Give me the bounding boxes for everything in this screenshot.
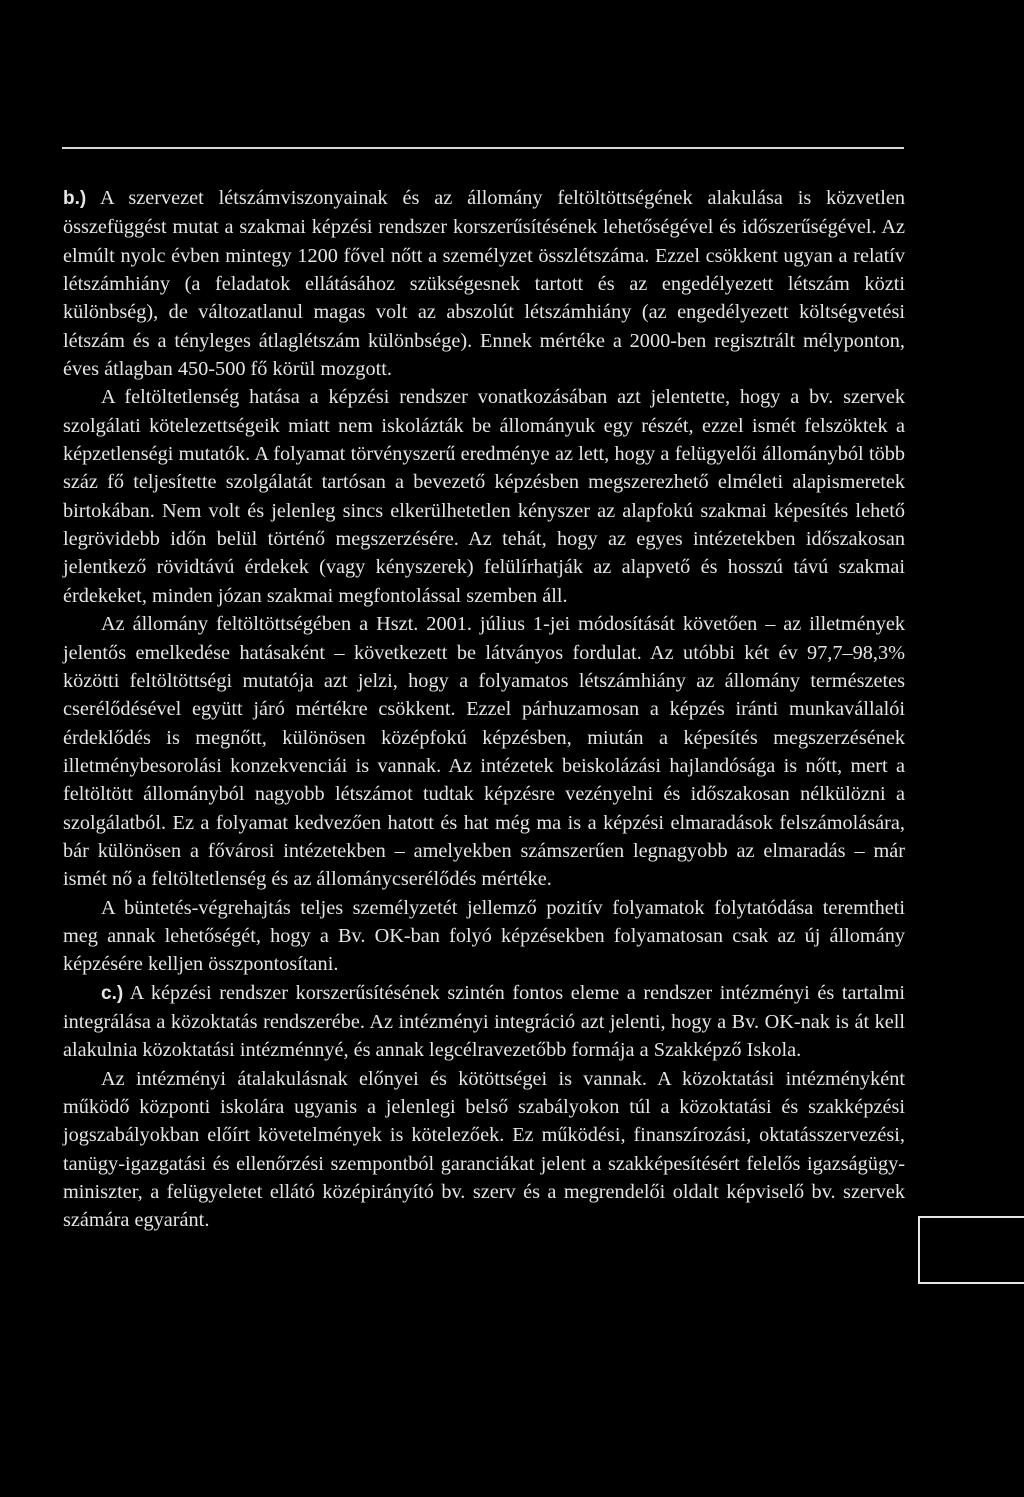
paragraph-text: A büntetés-végrehajtás teljes személyzetét jellemző pozitív folyamatok folytatódása teremtheti meg annak lehetőségét, hogy a Bv. OK-ban folyó képzésekben folyamatosan csak az új állomány képzésére kelljen összpontosítani. [63,896,905,976]
paragraph [63,894,905,979]
top-rule [62,147,904,149]
section-lead-b: b.) [63,188,87,209]
paragraph [63,1065,905,1235]
paragraph-c [63,979,905,1065]
paragraph-text: A képzési rendszer korszerűsítésének szintén fontos eleme a rendszer intézményi és tartalmi integrálása a közoktatás rendszerébe. Az intézményi integráció azt jelenti, hogy a Bv. OK-nak is át kell alakulnia közoktatási intézménnyé, és annak legcélravezetőbb formája a Szakképző Iskola. [63,981,905,1062]
paragraph-text: Az intézményi átalakulásnak előnyei és kötöttségei is vannak. A közoktatási intézményként működő központi iskolára ugyanis a jelenlegi belső szabályokon túl a közoktatási és szakképzési jogszabályokban előírt követelmények is kötelezőek. Ez működési, finanszírozási, oktatásszervezési, tanügy-igazgatási és ellenőrzési szempontból garanciákat jelent a szakképesítésért felelős igazságügy-miniszter, a felügyeletet ellátó középirányító bv. szerv és a megrendelői oldalt képviselő bv. szervek számára egyaránt. [63,1067,905,1232]
paragraph [63,610,905,893]
paragraph-text: A feltöltetlenség hatása a képzési rendszer vonatkozásában azt jelentette, hogy a bv. szervek szolgálati kötelezettségeik miatt nem iskolázták be állományuk egy részét, ezzel ismét felszöktek a képzetlenségi mutatók. A folyamat törvényszerű eredménye az lett, hogy a felügyelői állományból több száz fő teljesítette szolgálatát tartósan a bevezető képzésben megszerezhető elméleti alapismeretek birtokában. Nem volt és jelenleg sincs elkerülhetetlen kényszer az alapfokú szakmai képesítés lehető legrövidebb időn belül történő megszerzésére. Az tehát, hogy az egyes intézetekben időszakosan jelentkező rövidtávú érdekek (vagy kényszerek) felülírhatják az alapvető és hosszú távú szakmai érdekeket, minden józan szakmai megfontolással szemben áll. [63,386,905,607]
margin-box [918,1216,1024,1284]
section-lead-c: c.) [101,982,124,1004]
document-body [63,184,905,1235]
paragraph-b [63,184,905,383]
paragraph-text: A szervezet létszámviszonyainak és az állomány feltöltöttségének alakulása is közvetlen összefüggést mutat a szakmai képzési rendszer korszerűsítésének lehetőségével és időszerűségével. Az elmúlt nyolc évben mintegy 1200 fővel nőtt a személyzet összlétszáma. Ezzel csökkent ugyan a relatív létszámhiány (a feladatok ellátásához szükségesnek tartott és az engedélyezett létszám közti különbség), de változatlanul magas volt az abszolút létszámhiány (az engedélyezett költségvetési létszám és a tényleges átlaglétszám különbsége). Ennek mértéke a 2000-ben regisztrált mélyponton, éves átlagban 450-500 fő körül mozgott. [63,187,905,381]
paragraph [63,383,905,610]
paragraph-text: Az állomány feltöltöttségében a Hszt. 2001. július 1-jei módosítását követően – az illetmények jelentős emelkedése hatásaként – következett be látványos fordulat. Az utóbbi két év 97,7–98,3% közötti feltöltöttségi mutatója azt jelzi, hogy a folyamatos létszámhiány az állomány természetes cserélődésével együtt járó mértékre csökkent. Ezzel párhuzamosan a képzés iránti munkavállalói érdeklődés is megnőtt, különösen középfokú képzésben, miután a képesítés megszerzésének illetménybesorolási konzekvenciái is vannak. Az intézetek beiskolázási hajlandósága is nőtt, mert a feltöltött állományból nagyobb létszámot tudtak képzésre vezényelni és időszakosan nélkülözni a szolgálatból. Ez a folyamat kedvezően hatott és hat még ma is a képzési elmaradások felszámolására, bár különösen a fővárosi intézetekben – amelyekben számszerűen legnagyobb az elmaradás – már ismét nő a feltöltetlenség és az állománycserélődés mértéke. [63,613,905,891]
